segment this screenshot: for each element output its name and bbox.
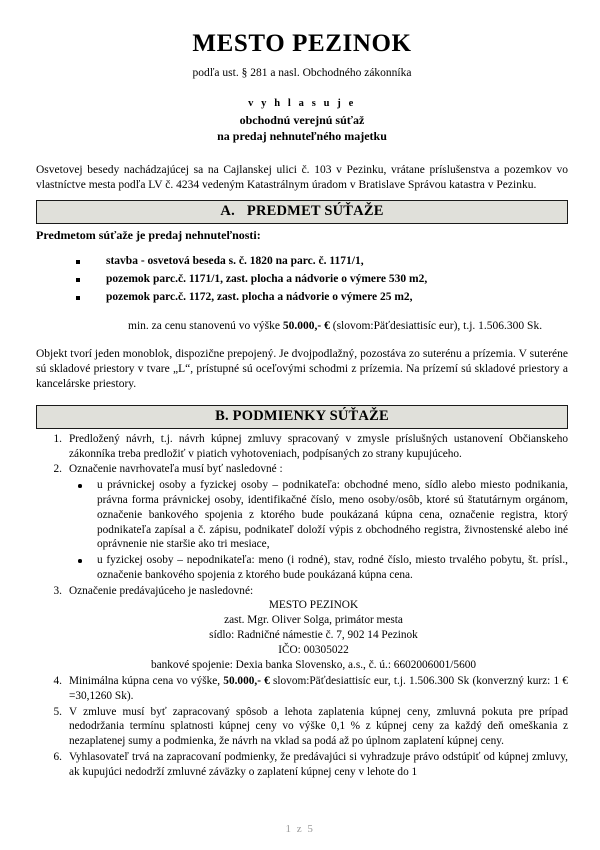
page-title: MESTO PEZINOK — [192, 30, 412, 57]
section-a-header — [36, 200, 568, 224]
seller-address: sídlo: Radničné námestie č. 7, 902 14 Pezinok — [209, 629, 418, 642]
min-price-prefix: min. za cenu stanovenú vo výške — [128, 319, 283, 332]
item4-suffix: slovom:Päťdesiattisíc eur, t.j. 1.506.300 Sk (konverzný kurz: 1 € =30,1260 Sk). — [69, 675, 568, 702]
seller-representative: zast. Mgr. Oliver Solga, primátor mesta — [224, 614, 403, 627]
list-item: pozemok parc.č. 1171/1, zast. plocha a nádvorie o výmere 530 m2, — [36, 271, 568, 289]
condition-item-3 — [36, 584, 568, 673]
list-item: stavba - osvetová beseda s. č. 1820 na parc. č. 1171/1, — [36, 253, 568, 271]
section-a-lead: Predmetom súťaže je predaj nehnuteľnosti: — [36, 228, 261, 243]
list-item: u fyzickej osoby – nepodnikateľa: meno (i rodné), stav, rodné číslo, miesto trvalého pobytu, št. prísl., označenie bankového spojenia z ktorého bude poukázaná kúpna cena. — [69, 553, 568, 583]
proclamation-block — [36, 97, 568, 145]
property-items-list — [36, 253, 568, 306]
list-item: u právnickej osoby a fyzickej osoby – podnikateľa: obchodné meno, sídlo alebo miesto podnikania, právna forma právnickej osoby, identifikačné číslo, meno osoby/osôb, ktoré sú štatutárnym orgánom, označenie bankového spojenia z ktorého bude poukázaná kúpna cena, označenie registra, ktorý podnikateľa zapísal a č. zápisu, podnikateľ doloží výpis z obchodného registra, živnostenské alebo iné oprávnenie nie staršie ako tri mesiace, — [69, 478, 568, 552]
proclaim-verb: v y h l a s u j e — [248, 98, 356, 110]
conditions-list — [36, 432, 568, 780]
condition-item-5: V zmluve musí byť zapracovaný spôsob a lehota zaplatenia kúpnej ceny, zmluvná pokuta pre prípad nedodržania termínu splatnosti kúpnej ceny vo výške 0,1 % z kúpnej ceny za každý deň omeškania z nezaplatenej sumy a podmienka, že návrh na vklad sa podá až po úplnom zaplatení kúpnej ceny. — [69, 705, 568, 748]
proclaim-line-2: na predaj nehnuteľného majetku — [217, 129, 387, 144]
condition-item-4 — [36, 674, 568, 704]
section-a-letter: A. — [220, 203, 235, 220]
seller-bank-account: bankové spojenie: Dexia banka Slovensko, a.s., č. ú.: 6602006001/5600 — [150, 659, 477, 672]
seller-details-block — [59, 598, 568, 673]
section-a-heading-text: PREDMET SÚŤAŽE — [246, 203, 384, 220]
section-b-heading-text: B. PODMIENKY SÚŤAŽE — [215, 407, 389, 424]
min-price-suffix: (slovom:Päťdesiattisíc eur), t.j. 1.506.300 Sk. — [329, 319, 543, 332]
item4-prefix: Minimálna kúpna cena vo výške, — [69, 675, 224, 688]
min-price-amount: 50.000,- € — [282, 319, 330, 332]
proclaim-line-1: obchodnú verejnú súťaž — [239, 112, 365, 127]
intro-paragraph: Osvetovej besedy nachádzajúcej sa na Cajlanskej ulici č. 103 v Pezinku, vrátane príslušenstva a pozemkov vo vlastníctve mesta podľa LV č. 4234 vedeným Katastrálnym úradom v Bratislave Správou katastra v Pezinku. — [36, 163, 568, 192]
minimum-price-line — [36, 320, 568, 332]
item4-amount: 50.000,- € — [223, 675, 270, 688]
condition-item-1: Predložený návrh, t.j. návrh kúpnej zmluvy spracovaný v zmysle príslušných ustanovení Občianskeho zákonníka treba predložiť v piatich vyhotoveniach, podpísaných zo strany kupujúceho. — [69, 432, 568, 460]
condition-2-lead: Označenie navrhovateľa musí byť nasledovné : — [69, 463, 283, 476]
section-b-header — [36, 405, 568, 429]
object-description-paragraph: Objekt tvorí jeden monoblok, dispozične prepojený. Je dvojpodlažný, pozostáva zo suterénu a prízemia. V suteréne sú skladové priestory v tvare „L“, prístupné sú oceľovými schodmi z prízemia. Na prízemí sú skladové priestory a kancelárske priestory. — [36, 347, 568, 391]
page-footer: 1 z 5 — [285, 823, 315, 835]
condition-item-6: Vyhlasovateľ trvá na zapracovaní podmienky, že predávajúci si vyhradzuje právo odstúpiť od kúpnej zmluvy, ak kupujúci nedodrží zmluvné záväzky o zaplatení kúpnej ceny v lehote do 1 — [69, 751, 568, 778]
seller-ico: IČO: 00305022 — [278, 644, 349, 657]
condition-item-2 — [36, 462, 568, 582]
list-item: pozemok parc.č. 1172, zast. plocha a nádvorie o výmere 25 m2, — [36, 289, 568, 307]
bidder-designation-bullets — [69, 478, 568, 583]
legal-basis-subtitle: podľa ust. § 281 a nasl. Obchodného zákonníka — [192, 66, 412, 79]
condition-3-lead: Označenie predávajúceho je nasledovné: — [69, 584, 254, 597]
seller-name: MESTO PEZINOK — [268, 599, 359, 612]
